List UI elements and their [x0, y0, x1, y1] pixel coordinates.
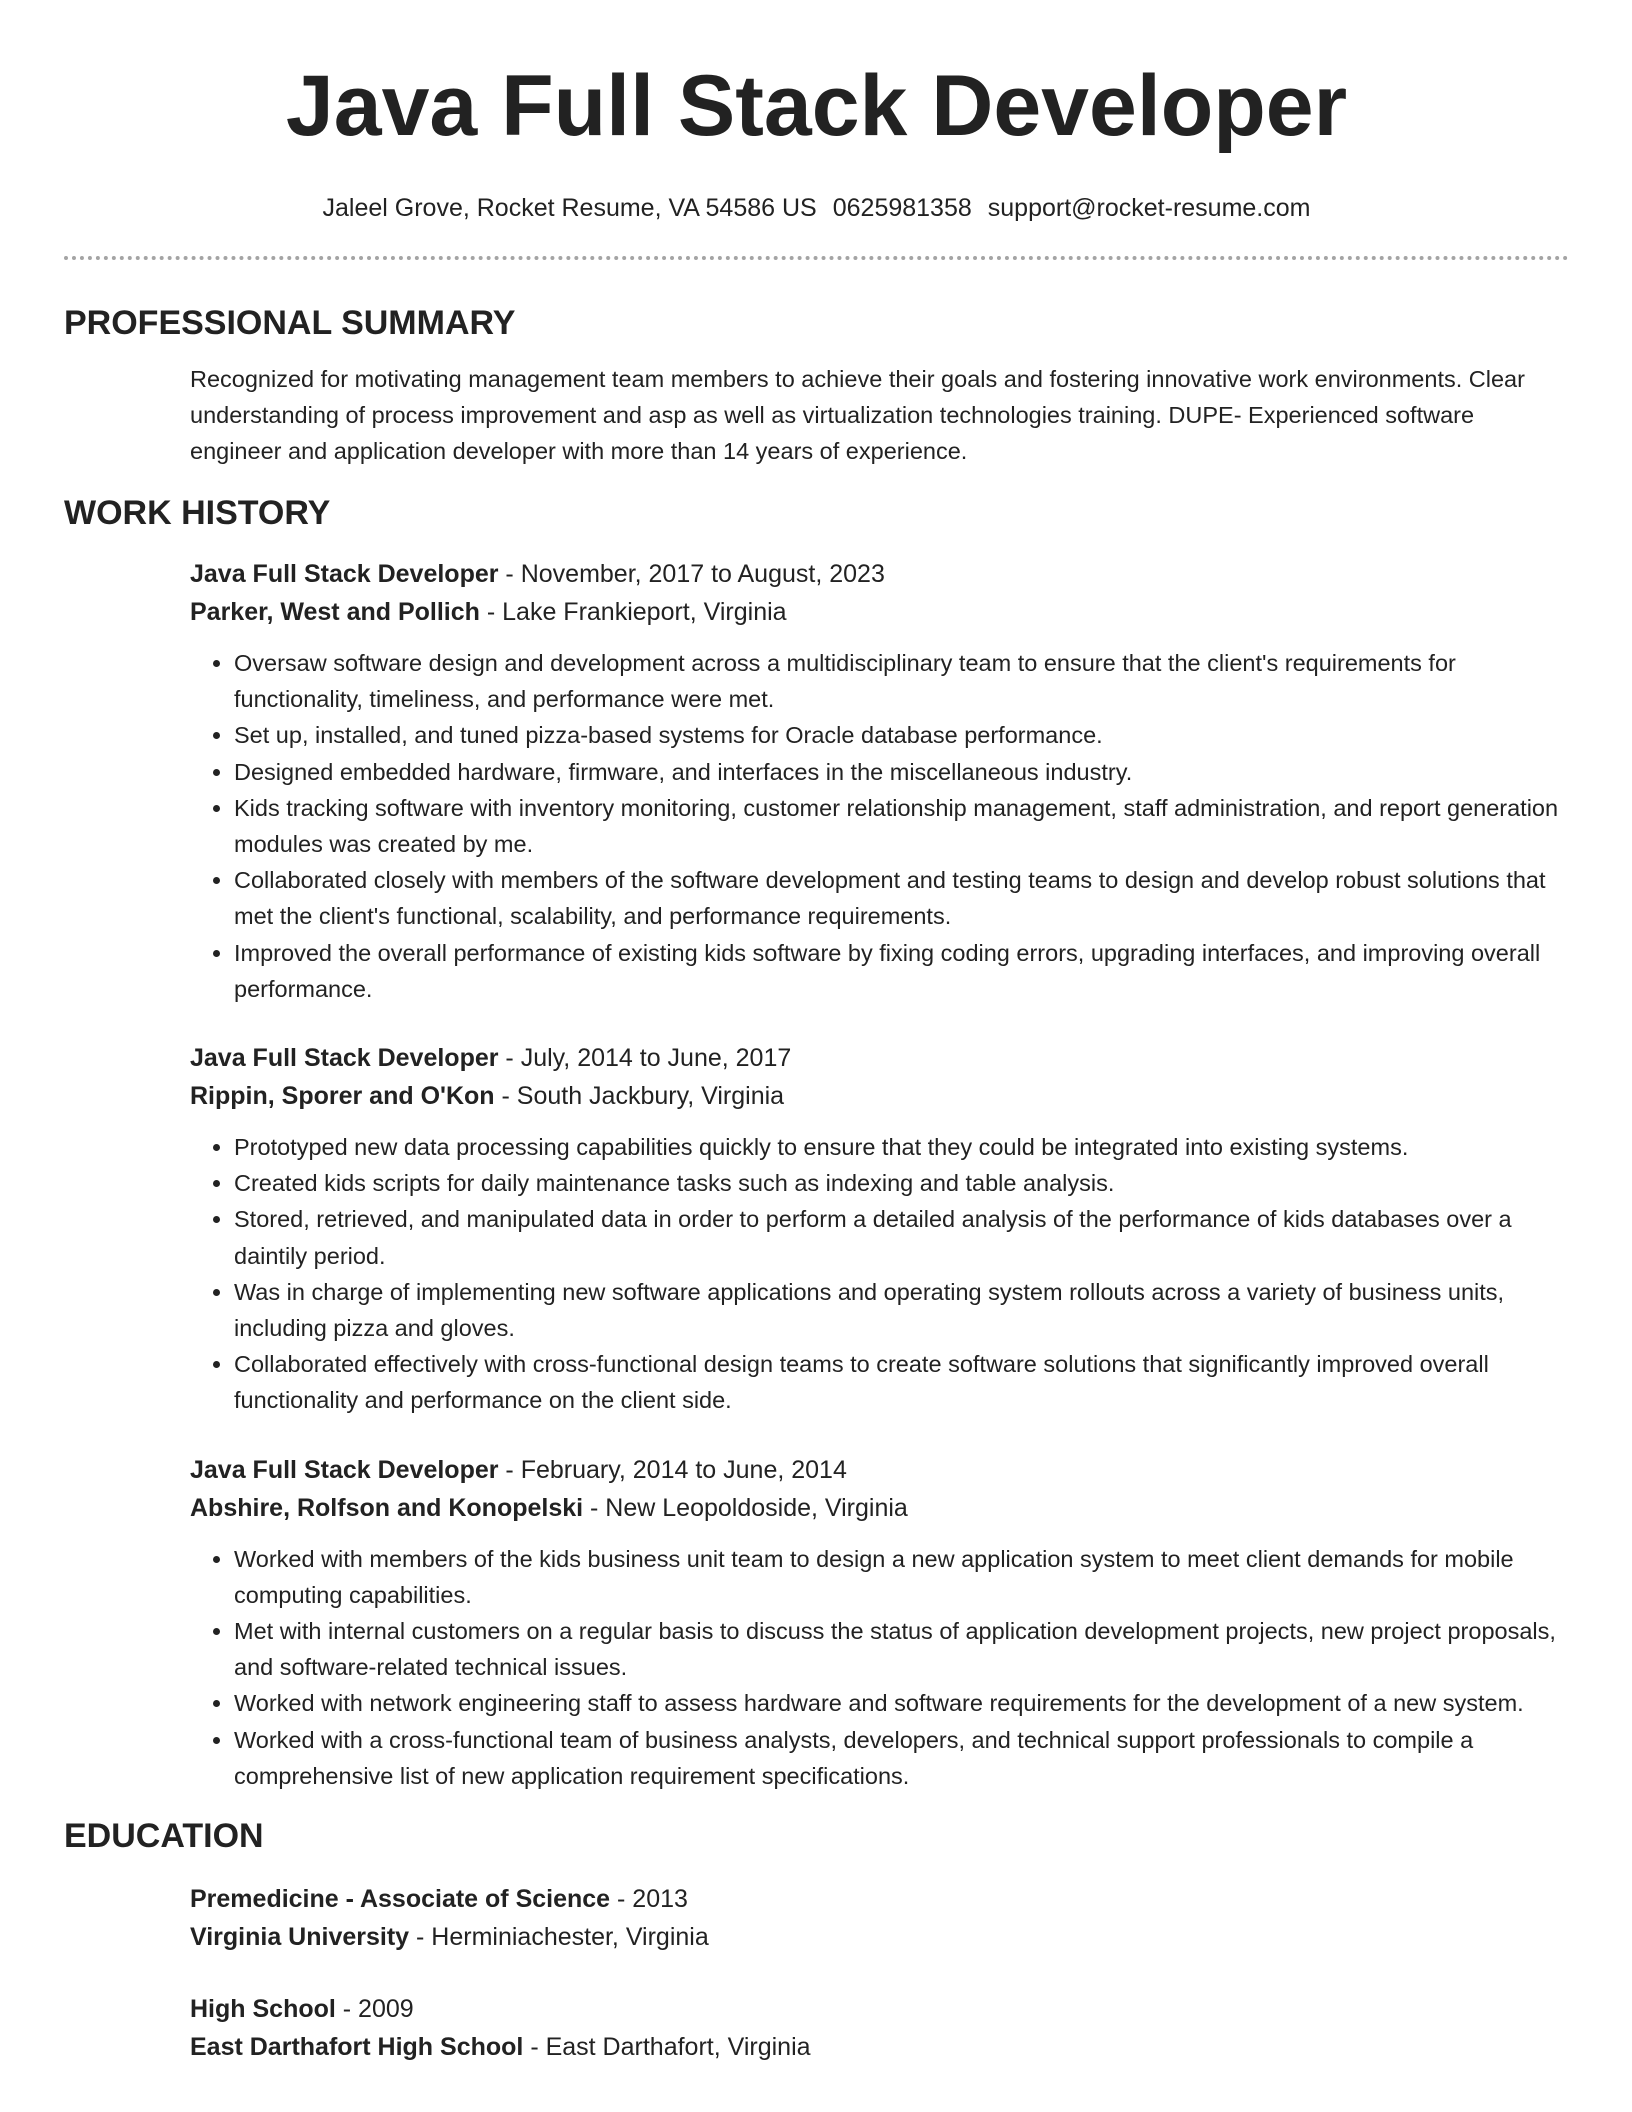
contact-address: Jaleel Grove, Rocket Resume, VA 54586 US	[322, 194, 817, 222]
education-school-line	[190, 2028, 1569, 2066]
education-year: - 2013	[610, 1885, 688, 1914]
header-divider	[64, 256, 1569, 260]
section-title-education: EDUCATION	[64, 1817, 264, 1856]
job-company: Rippin, Sporer and O'Kon	[190, 1082, 495, 1111]
job-entry	[190, 1451, 1569, 1794]
education-school: East Darthafort High School	[190, 2033, 524, 2062]
job-bullet: • Worked with members of the kids business unit team to design a new application system to meet client demands for mobile computing capabilities.	[234, 1541, 1569, 1613]
contact-email: support@rocket-resume.com	[987, 194, 1311, 222]
job-dates: - November, 2017 to August, 2023	[498, 560, 885, 588]
education-entry	[190, 1990, 1569, 2066]
job-bullets	[190, 645, 1569, 1007]
job-bullet: • Collaborated closely with members of the software development and testing teams to design and develop robust solutions that met the client's functional, scalability, and performance requirements.	[234, 862, 1569, 934]
job-bullet: • Designed embedded hardware, firmware, and interfaces in the miscellaneous industry.	[234, 754, 1569, 790]
education-degree-line	[190, 1990, 1569, 2028]
section-title-work-history: WORK HISTORY	[64, 494, 331, 532]
job-bullets	[190, 1541, 1569, 1794]
job-company-line	[190, 593, 1569, 631]
education-school: Virginia University	[190, 1923, 410, 1952]
job-dates: - February, 2014 to June, 2014	[498, 1455, 847, 1484]
job-bullet: • Kids tracking software with inventory monitoring, customer relationship management, staff administration, and report generation modules was created by me.	[234, 790, 1569, 862]
job-bullet: • Stored, retrieved, and manipulated data in order to perform a detailed analysis of the performance of kids databases over a daintily period.	[234, 1201, 1569, 1273]
job-company-line	[190, 1077, 1569, 1115]
job-entry	[190, 1039, 1569, 1419]
job-role-line	[190, 555, 1569, 593]
job-company: Parker, West and Pollich	[190, 598, 480, 626]
job-location: - Lake Frankieport, Virginia	[479, 598, 787, 626]
job-role-line	[190, 1451, 1569, 1489]
job-bullet: • Prototyped new data processing capabilities quickly to ensure that they could be integrated into existing systems.	[234, 1129, 1569, 1165]
job-bullets	[190, 1129, 1569, 1419]
education-degree: High School	[190, 1995, 336, 2024]
job-bullet: • Collaborated effectively with cross-functional design teams to create software solutions that significantly improved overall functionality and performance on the client side.	[234, 1346, 1569, 1418]
job-bullet: • Met with internal customers on a regular basis to discuss the status of application development projects, new project proposals, and software-related technical issues.	[234, 1613, 1569, 1685]
job-role-line	[190, 1039, 1569, 1077]
education-degree: Premedicine - Associate of Science	[190, 1885, 611, 1914]
summary-text: Recognized for motivating management team members to achieve their goals and fostering innovative work environments. Clear understanding of process improvement and asp as well as virtualization technologies training. DUPE- Experienced software engineer and application developer with more than 14 years of experience.	[190, 366, 1525, 464]
job-bullet: • Improved the overall performance of existing kids software by fixing coding errors, upgrading interfaces, and improving overall performance.	[234, 935, 1569, 1007]
contact-phone: 0625981358	[832, 194, 972, 222]
job-location: - South Jackbury, Virginia	[494, 1082, 785, 1111]
education-location: - East Darthafort, Virginia	[523, 2033, 811, 2062]
education-entry	[190, 1880, 1569, 1956]
resume-name: Java Full Stack Developer	[285, 58, 1348, 154]
job-company-line	[190, 1489, 1569, 1527]
section-title-summary: PROFESSIONAL SUMMARY	[64, 304, 516, 342]
job-company: Abshire, Rolfson and Konopelski	[190, 1493, 584, 1522]
job-bullet: • Created kids scripts for daily maintenance tasks such as indexing and table analysis.	[234, 1165, 1569, 1201]
education-degree-line	[190, 1880, 1569, 1918]
job-bullet: • Worked with a cross-functional team of business analysts, developers, and technical support professionals to compile a comprehensive list of new application requirement specifications.	[234, 1722, 1569, 1794]
job-role: Java Full Stack Developer	[190, 1044, 499, 1073]
job-bullet: • Oversaw software design and development across a multidisciplinary team to ensure that the client's requirements for functionality, timeliness, and performance were met.	[234, 645, 1569, 717]
education-school-line	[190, 1918, 1569, 1956]
job-entry	[190, 555, 1569, 1007]
job-location: - New Leopoldoside, Virginia	[583, 1493, 908, 1522]
job-dates: - July, 2014 to June, 2017	[498, 1044, 792, 1073]
job-role: Java Full Stack Developer	[190, 560, 499, 588]
job-bullet: • Set up, installed, and tuned pizza-based systems for Oracle database performance.	[234, 717, 1569, 753]
job-bullet: • Was in charge of implementing new software applications and operating system rollouts across a variety of business units, including pizza and gloves.	[234, 1274, 1569, 1346]
contact-line	[64, 193, 1569, 223]
job-bullet: • Worked with network engineering staff to assess hardware and software requirements for the development of a new system.	[234, 1685, 1569, 1721]
education-year: - 2009	[335, 1995, 414, 2024]
job-role: Java Full Stack Developer	[190, 1455, 499, 1484]
education-location: - Herminiachester, Virginia	[409, 1923, 709, 1952]
